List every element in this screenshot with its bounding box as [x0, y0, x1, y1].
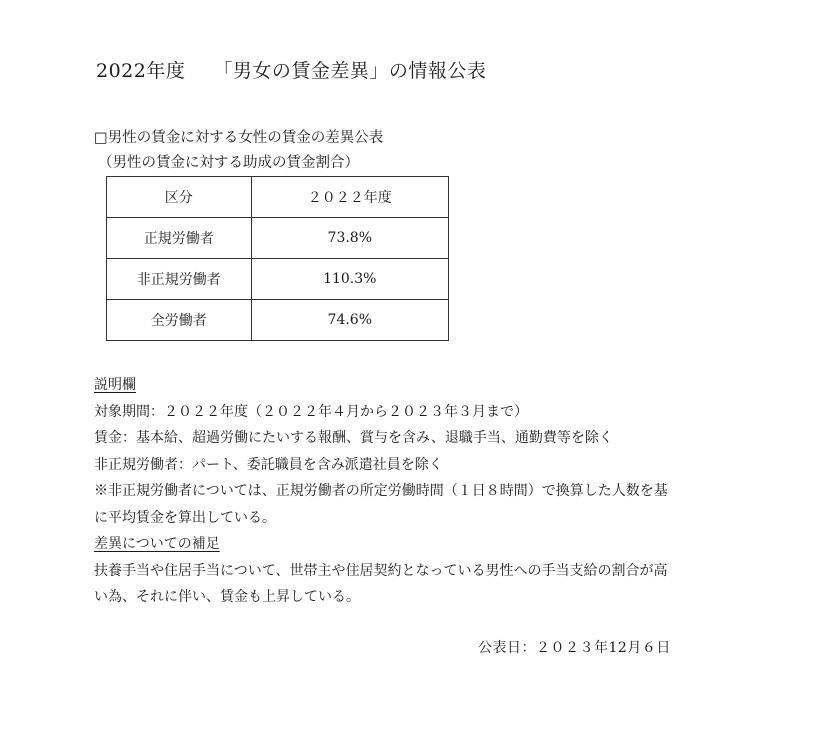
row-value: 73.8%: [251, 218, 448, 259]
supplement-line-1: 扶養手当や住居手当について、世帯主や住居契約となっている男性への手当支給の割合が高: [94, 562, 668, 579]
header-year: ２０２２年度: [251, 177, 448, 218]
section-subheading: （男性の賃金に対する助成の賃金割合）: [98, 155, 359, 171]
supplement-heading: 差異についての補足: [94, 536, 220, 552]
table-row: [107, 300, 449, 341]
supplement-line-2: い為、それに伴い、賃金も上昇している。: [94, 589, 360, 605]
row-category: 非正規労働者: [107, 259, 252, 300]
table-row: [107, 259, 449, 300]
row-category: 全労働者: [107, 300, 252, 341]
header-category: 区分: [107, 177, 252, 218]
row-category: 正規労働者: [107, 218, 252, 259]
non-regular-definition-line: 非正規労働者：パート、委託職員を含み派遣社員を除く: [94, 456, 443, 473]
title-year: 2022年度: [96, 60, 186, 82]
note-line-2: に平均賃金を算出している。: [94, 509, 276, 526]
period-line: 対象期間：２０２２年度（２０２２年４月から２０２３年３月まで）: [94, 403, 528, 420]
wage-definition-line: 賃金：基本給、超過労働にたいする報酬、賞与を含み、退職手当、通勤費等を除く: [94, 430, 613, 446]
table-header-row: [107, 177, 449, 218]
table-row: [107, 218, 449, 259]
notes-section: [94, 372, 734, 611]
note-line-1: ※非正規労働者については、正規労働者の所定労働時間（１日８時間）で換算した人数を基: [94, 483, 668, 499]
document-title: [96, 56, 486, 83]
published-date: 公表日：２０２３年12月６日: [478, 640, 671, 656]
wage-gap-table: [106, 176, 449, 341]
title-main: 「男女の賃金差異」の情報公表: [213, 60, 487, 82]
section-heading: □男性の賃金に対する女性の賃金の差異公表: [94, 130, 384, 146]
row-value: 74.6%: [251, 300, 448, 341]
explanation-heading: 説明欄: [94, 377, 136, 393]
row-value: 110.3%: [251, 259, 448, 300]
